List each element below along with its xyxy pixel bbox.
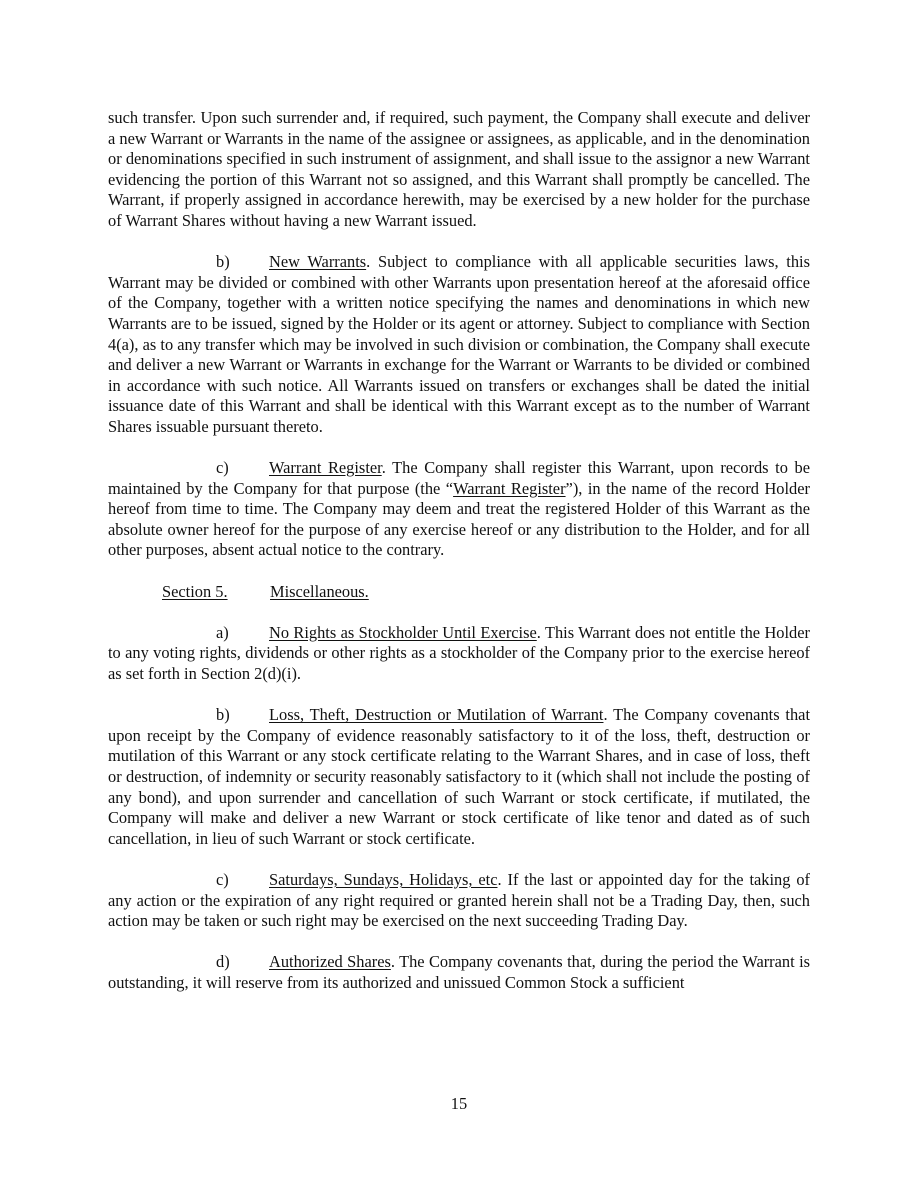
section-5a-no-rights bbox=[108, 623, 810, 685]
section-title: Miscellaneous. bbox=[270, 581, 369, 601]
section-5b-loss-theft bbox=[108, 705, 810, 849]
item-body: . If the last or appointed day for the taking of any action or the expiration of any right required or granted herein shall not be a Trading Day, then, such action may be taken or such right may be exercised on the next succeeding Trading Day. bbox=[108, 869, 810, 931]
item-label: c) bbox=[216, 869, 229, 889]
section-5d-authorized-shares bbox=[108, 952, 810, 993]
defined-term: Warrant Register bbox=[453, 478, 566, 498]
section-4b-new-warrants bbox=[108, 252, 810, 437]
section-5-heading bbox=[108, 582, 810, 603]
continuation-paragraph: such transfer. Upon such surrender and, if required, such payment, the Company shall execute and deliver a new Warrant or Warrants in the name of the assignee or assignees, as applicable, and in the denomination or denominations specified in such instrument of assignment, and shall issue to the assignor a new Warrant evidencing the portion of this Warrant not so assigned, and this Warrant shall promptly be cancelled. The Warrant, if properly assigned in accordance herewith, may be exercised by a new holder for the purchase of Warrant Shares without having a new Warrant issued. bbox=[108, 108, 810, 230]
section-number: Section 5. bbox=[162, 581, 228, 601]
item-heading: Saturdays, Sundays, Holidays, etc bbox=[269, 869, 498, 889]
item-heading: No Rights as Stockholder Until Exercise bbox=[269, 622, 537, 642]
item-label: a) bbox=[216, 622, 229, 642]
item-heading: Loss, Theft, Destruction or Mutilation of Warrant bbox=[269, 705, 604, 725]
item-label: b) bbox=[216, 252, 230, 272]
item-body: . This Warrant does not entitle the Holder to any voting rights, dividends or other rights as a stockholder of the Company prior to the exercise hereof as set forth in Section 2(d)(i). bbox=[108, 622, 810, 684]
item-heading: Warrant Register bbox=[269, 458, 382, 478]
item-body: . The Company covenants that, during the period the Warrant is outstanding, it will reserve from its authorized and unissued Common Stock a sufficient bbox=[108, 952, 811, 992]
section-4c-warrant-register bbox=[108, 458, 810, 561]
item-body: . Subject to compliance with all applicable securities laws, this Warrant may be divided or combined with other Warrants upon presentation hereof at the aforesaid office of the Company, together with a written notice specifying the names and denominations in which new Warrants are to be issued, signed by the Holder or its agent or attorney. Subject to compliance with Section 4(a), as to any transfer which may be involved in such division or combination, the Company shall execute and deliver a new Warrant or Warrants in exchange for the Warrant or Warrants to be divided or combined in accordance with such notice. All Warrants issued on transfers or exchanges shall be dated the initial issuance date of this Warrant and shall be identical with this Warrant except as to the number of Warrant Shares issuable pursuant thereto. bbox=[108, 252, 810, 436]
item-label: c) bbox=[216, 458, 229, 478]
item-body-cont: ”), in the name of the record Holder hereof from time to time. The Company may deem and treat the registered Holder of this Warrant as the absolute owner hereof for the purpose of any exercise hereof or any distribution to the Holder, and for all other purposes, absent actual notice to the contrary. bbox=[108, 478, 810, 560]
item-body: . The Company covenants that upon receipt by the Company of evidence reasonably satisfactory to it of the loss, theft, destruction or mutilation of this Warrant or any stock certificate relating to the Warrant Shares, and in case of loss, theft or destruction, of indemnity or security reasonably satisfactory to it (which shall not include the posting of any bond), and upon surrender and cancellation of such Warrant or stock certificate, if mutilated, the Company will make and deliver a new Warrant or stock certificate of like tenor and dated as of such cancellation, in lieu of such Warrant or stock certificate. bbox=[108, 705, 810, 848]
section-5c-holidays bbox=[108, 870, 810, 932]
item-label: b) bbox=[216, 705, 230, 725]
page-number: 15 bbox=[450, 1094, 468, 1113]
item-heading: New Warrants bbox=[269, 252, 367, 272]
item-label: d) bbox=[216, 952, 230, 972]
document-page bbox=[108, 108, 810, 994]
item-body: . The Company shall register this Warrant, upon records to be maintained by the Company for that purpose (the “ bbox=[108, 458, 810, 498]
item-heading: Authorized Shares bbox=[269, 952, 391, 972]
